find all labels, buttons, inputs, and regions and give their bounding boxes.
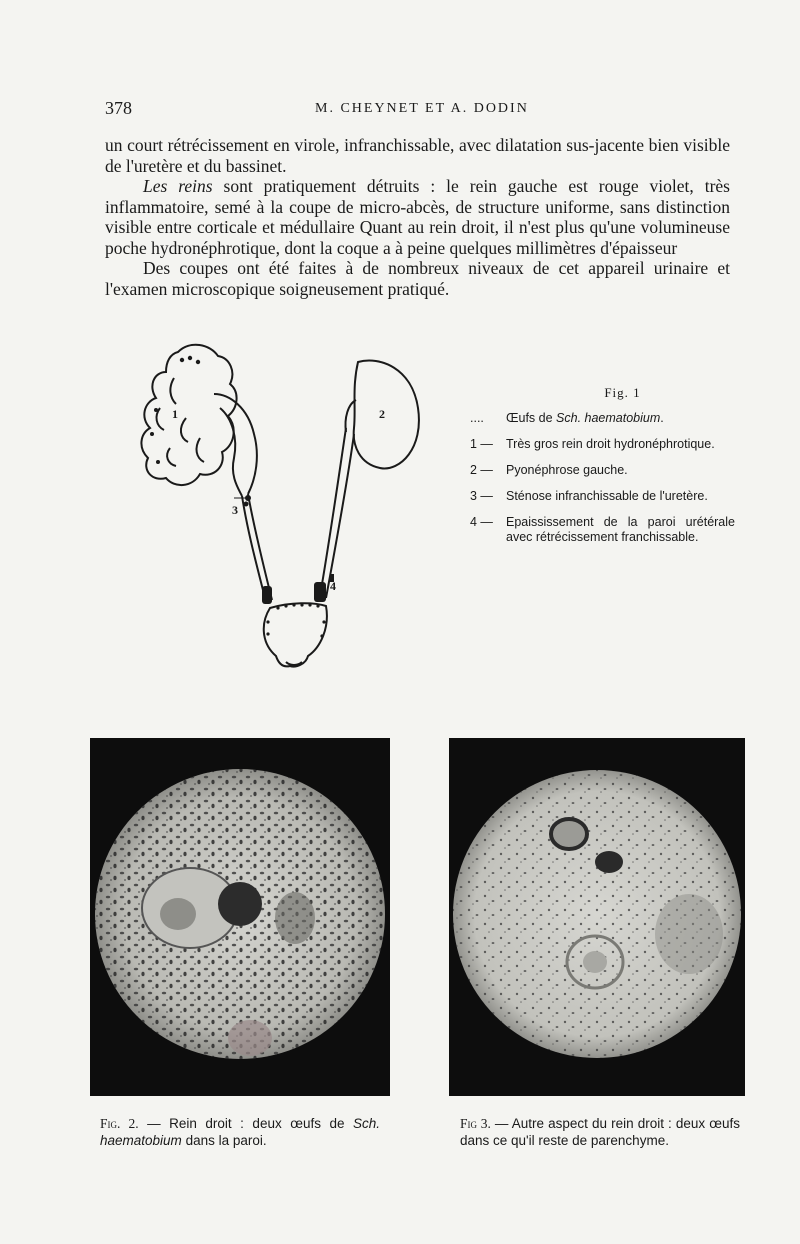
- bladder-outline: [264, 603, 327, 666]
- legend-text: [506, 411, 735, 426]
- legend-text-post: .: [660, 411, 664, 425]
- figure-2-caption: [100, 1115, 380, 1149]
- paragraph-1: un court rétrécissement en virole, infranchissable, avec dilatation sus-jacente bien visible de l'uretère et du bassinet.: [105, 135, 730, 176]
- figure-3-caption: [460, 1115, 740, 1149]
- legend-row-eggs: [470, 411, 735, 426]
- page-header: [105, 98, 735, 120]
- label-4: 4: [330, 579, 336, 593]
- legend-row-1: [470, 437, 735, 452]
- legend-text-pre: Œufs de: [506, 411, 557, 425]
- legend-text: Sténose infranchissable de l'uretère.: [506, 489, 708, 503]
- legend-key: 3 —: [470, 489, 493, 503]
- legend-text: Epaississement de la paroi urétérale avec rétrécissement franchissable.: [506, 515, 735, 544]
- figure-2-caption-text: — Rein droit : deux œufs de: [138, 1116, 353, 1131]
- label-1: 1: [172, 407, 178, 421]
- legend-row-3: [470, 489, 735, 504]
- figure-1-title: Fig. 1: [604, 385, 641, 400]
- figure-2-label: Fig. 2.: [100, 1116, 139, 1131]
- paragraph-3: Des coupes ont été faites à de nombreux niveaux de cet appareil urinaire et l'examen microscopique soigneusement pratiqué.: [105, 258, 730, 299]
- legend-key: ....: [470, 411, 484, 425]
- body-text: [105, 135, 730, 299]
- legend-row-2: [470, 463, 735, 478]
- legend-key: 2 —: [470, 463, 493, 477]
- left-kidney-outline: [354, 361, 419, 469]
- legend-text: Très gros rein droit hydronéphrotique.: [506, 437, 715, 451]
- figure-3-micrograph: [449, 738, 745, 1096]
- figure-2-caption-end: dans la paroi.: [181, 1133, 267, 1148]
- legend-key: 1 —: [470, 437, 493, 451]
- running-title: M. CHEYNET ET A. DODIN: [315, 101, 529, 116]
- paragraph-2: [105, 176, 730, 258]
- figure-2-micrograph: [90, 738, 390, 1096]
- legend-row-4: [470, 515, 735, 545]
- right-kidney-outline: [141, 345, 236, 485]
- paragraph-2-text: sont pratiquement détruits : le rein gauche est rouge violet, très inflammatoire, semé à la coupe de micro-abcès, de structure uniforme, sans distinction visible entre corticale et médullaire Quant au rein droit, il n'est plus qu'une volumineuse poche hydronéphrotique, dont la coque a à peine quelques millimètres d'épaisseur: [105, 176, 730, 258]
- label-2: 2: [379, 407, 385, 421]
- figure-1-drawing: [130, 338, 430, 678]
- legend-text: Pyonéphrose gauche.: [506, 463, 628, 477]
- figure-1-legend: [470, 385, 735, 545]
- paragraph-2-lead: Les reins: [143, 176, 213, 196]
- figure-2-caption-species: Sch. haematobium: [100, 1116, 380, 1148]
- urinary-tract-illustration: [130, 338, 430, 678]
- legend-key: 4 —: [470, 515, 493, 529]
- figure-3-caption-text: — Autre aspect du rein droit : deux œufs dans ce qu'il reste de parenchyme.: [460, 1116, 740, 1148]
- page-number: 378: [105, 98, 132, 118]
- legend-text-species: Sch. haematobium: [556, 411, 661, 425]
- figure-3-label: Fig 3.: [460, 1116, 491, 1131]
- label-3: 3: [232, 503, 238, 517]
